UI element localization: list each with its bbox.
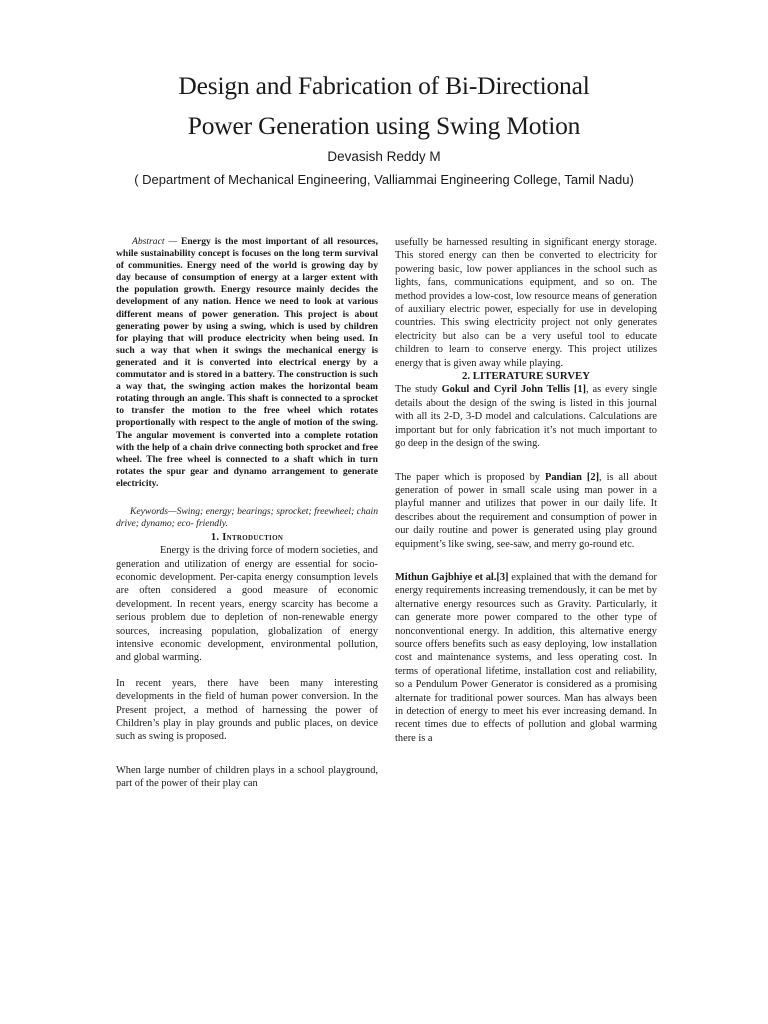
author-name: Devasish Reddy M: [327, 149, 441, 164]
abstract-label: Abstract —: [132, 236, 177, 247]
abstract-text: Energy is the most important of all resources, while sustainability concept is focuses on the long term survival of communities. Energy need of the world is growing day by day because of consumption of energy at a larger extent with the population growth. Energy resource mainly decides the development of any nation. Hence we need to look at various different means of power generation. This project is about generating power by using a swing, which is used by children for playing that will produce electricity when being used. In such a way that when it swings the mechanical energy is generated and it is converted into electrical energy by a commutator and is stored in a battery. The construction is such a way that, the swinging action makes the horizontal beam rotating through an angle. This shaft is connected to a sprocket to transfer the motion to the free wheel which rotates proportionally with respect to the angle of motion of the swing. The angular movement is converted into a complete rotation with the help of a chain drive connecting both sprocket and free wheel. The free wheel is connected to a shaft which in turn rotates the spur gear and dynamo arrangement to generate electricity.: [116, 236, 378, 489]
lit-ref-3: Mithun Gajbhiye et al.[3]: [395, 571, 509, 583]
right-column: [395, 236, 657, 745]
abstract: [116, 236, 378, 490]
intro-paragraph-3: When large number of children plays in a school playground, part of the power of their play can: [116, 764, 378, 790]
paper-title: [0, 66, 768, 146]
literature-paragraph-3: [395, 571, 657, 745]
lit-p2-pre: The paper which is proposed by: [395, 471, 545, 483]
keywords-label: Keywords—: [130, 505, 177, 517]
intro-paragraph-continued: usefully be harnessed resulting in significant energy storage. This stored energy can then be converted to electricity for powering basic, low power appliances in the school such as lights, fans, communications equipment, and so on. The method provides a low-cost, low resource means of generation of auxiliary electric power, especially for use in developing countries. This swing electricity project not only generates electricity but also can be a very useful tool to educate children to learn to conserve energy. This project utilizes energy that is given away while playing.: [395, 237, 657, 369]
keywords: [116, 506, 378, 531]
title-line-2: Power Generation using Swing Motion: [187, 111, 581, 140]
literature-paragraph-2: [395, 471, 657, 551]
section-heading-introduction: 1. Introduction: [210, 531, 284, 543]
literature-paragraph-1: [395, 383, 657, 450]
lit-p1-pre: The study: [395, 384, 442, 396]
intro-paragraph-2: In recent years, there have been many interesting developments in the field of human power conversion. In the Present project, a method of harnessing the power of Children’s play in play grounds and public places, on device such as swing is proposed.: [116, 677, 378, 743]
lit-p1-post: , as every single details about the design of the swing is listed in this journal with all its 2-D, 3-D model and calculations. Calculations are important but for only fabrication it’s not much important to go deep in the design of the swing.: [395, 384, 657, 450]
intro-paragraph-1: Energy is the driving force of modern societies, and generation and utilization of energy are essential for socio- economic development. Per-capita energy consumption levels are often considered a good measure of economic development. In recent years, energy scarcity has become a serious problem due to depletion of non-renewable energy sources, increasing population, globalization of energy intensive economic development, environmental pollution, and global warming.: [116, 545, 378, 664]
title-line-1: Design and Fabrication of Bi-Directional: [178, 71, 590, 100]
section-heading-literature-survey: 2. LITERATURE SURVEY: [461, 370, 591, 383]
keywords-text: Swing; energy; bearings; sprocket; freewheel; chain drive; dynamo; eco- friendly.: [116, 505, 378, 530]
lit-ref-1: Gokul and Cyril John Tellis [1]: [441, 384, 587, 396]
left-column: [116, 236, 378, 791]
lit-p2-post: , is all about generation of power in small scale using man power in a playful manner and utilizes that power in our daily life. It describes about the requirement and consumption of power in our daily routine and power is generated using play ground equipment’s like swing, see-saw, and merry go-round etc.: [395, 471, 658, 550]
lit-ref-2: Pandian [2]: [544, 471, 600, 483]
author-affiliation: ( Department of Mechanical Engineering, Valliammai Engineering College, Tamil Nadu): [134, 172, 634, 187]
lit-p3-post: explained that with the demand for energy requirements increasing tremendously, it can be met by alternative energy resources such as Gravity. Particularly, it can generate more power compared to the other type of nonconventional energy. In addition, this alternative energy source offers benefits such as easy deploying, low installation cost and maintenance systems, and less operating cost. In terms of operational lifetime, installation cost and reliability, so a Pendulum Power Generator is considered as a promising alternate for traditional power sources. Man has always been in detection of energy to meet his ever increasing demand. In recent times due to effects of pollution and global warming there is a: [395, 571, 657, 744]
